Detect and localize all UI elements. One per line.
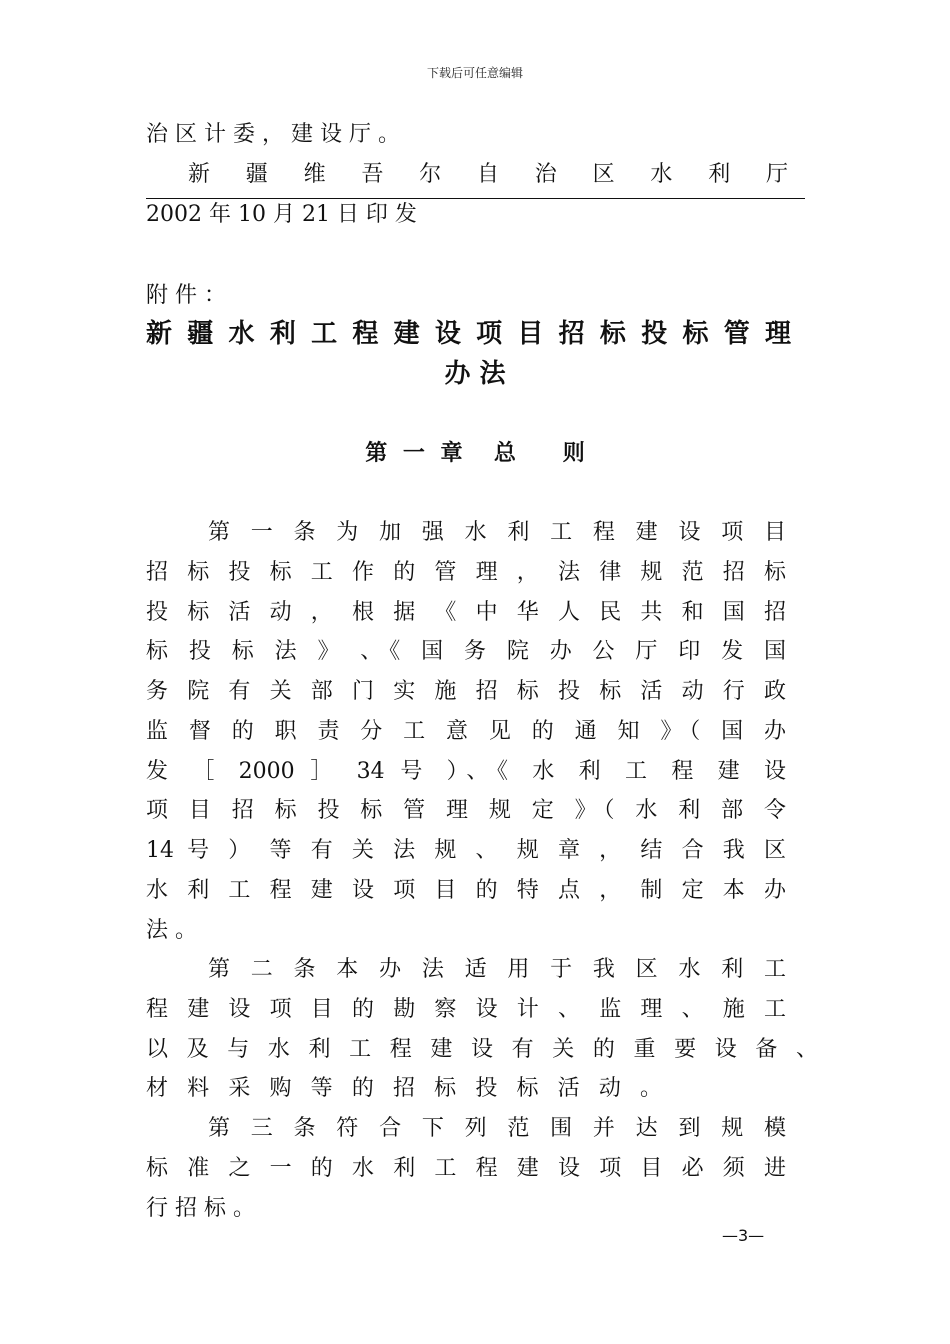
body-line: 标 准 之 一 的 水 利 工 程 建 设 项 目 必 须 进 [146,1156,786,1181]
page-number: —3— [722,1226,765,1245]
body-line: 标 投 标 法 》 、《 国 务 院 办 公 厅 印 发 国 [146,639,786,664]
body-line: 材 料 采 购 等 的 招 标 投 标 活 动 。 [146,1076,662,1101]
body-line: 招 标 投 标 工 作 的 管 理 ， 法 律 规 范 招 标 [146,560,786,585]
body-line: 水 利 工 程 建 设 项 目 的 特 点 ， 制 定 本 办 [146,878,786,903]
attachment-title-line-1: 新疆水利工程建设项目招标投标管理 [146,319,791,349]
attachment-label: 附 件 ： [146,283,226,308]
body-line: 发 ［ 2000 ］ 34 号 ）、《 水 利 工 程 建 设 [146,759,786,784]
body-line: 项 目 招 标 投 标 管 理 规 定 》（ 水 利 部 令 [146,798,786,823]
issue-date: 2002 年 10 月 21 日 印 发 [146,202,417,227]
body-line: 投 标 活 动 ， 根 据 《 中 华 人 民 共 和 国 招 [146,600,786,625]
attachment-title-line-2: 办 法 [444,359,506,389]
page-header-note: 下载后可任意编辑 [426,66,523,80]
body-line: 务 院 有 关 部 门 实 施 招 标 投 标 活 动 行 政 [146,679,786,704]
divider-rule [146,198,805,199]
issuer-line-1: 治 区 计 委 ， 建 设 厅 。 [146,122,400,147]
body-line: 第 一 条 为 加 强 水 利 工 程 建 设 项 目 [208,520,786,545]
body-line: 14 号 ） 等 有 关 法 规 、 规 章 ， 结 合 我 区 [146,838,786,863]
body-line: 程 建 设 项 目 的 勘 察 设 计 、 监 理 、 施 工 [146,997,786,1022]
body-line: 以 及 与 水 利 工 程 建 设 有 关 的 重 要 设 备 、 [146,1037,818,1062]
body-line: 监 督 的 职 责 分 工 意 见 的 通 知 》（ 国 办 [146,719,786,744]
issuer-name: 新 疆 维 吾 尔 自 治 区 水 利 厅 [188,162,788,187]
body-line: 法 。 [146,918,197,943]
body-line: 行 招 标 。 [146,1196,255,1221]
chapter-heading: 第 一 章 总 则 [365,441,585,466]
body-line: 第 二 条 本 办 法 适 用 于 我 区 水 利 工 [208,957,786,982]
body-line: 第 三 条 符 合 下 列 范 围 并 达 到 规 模 [208,1116,786,1141]
